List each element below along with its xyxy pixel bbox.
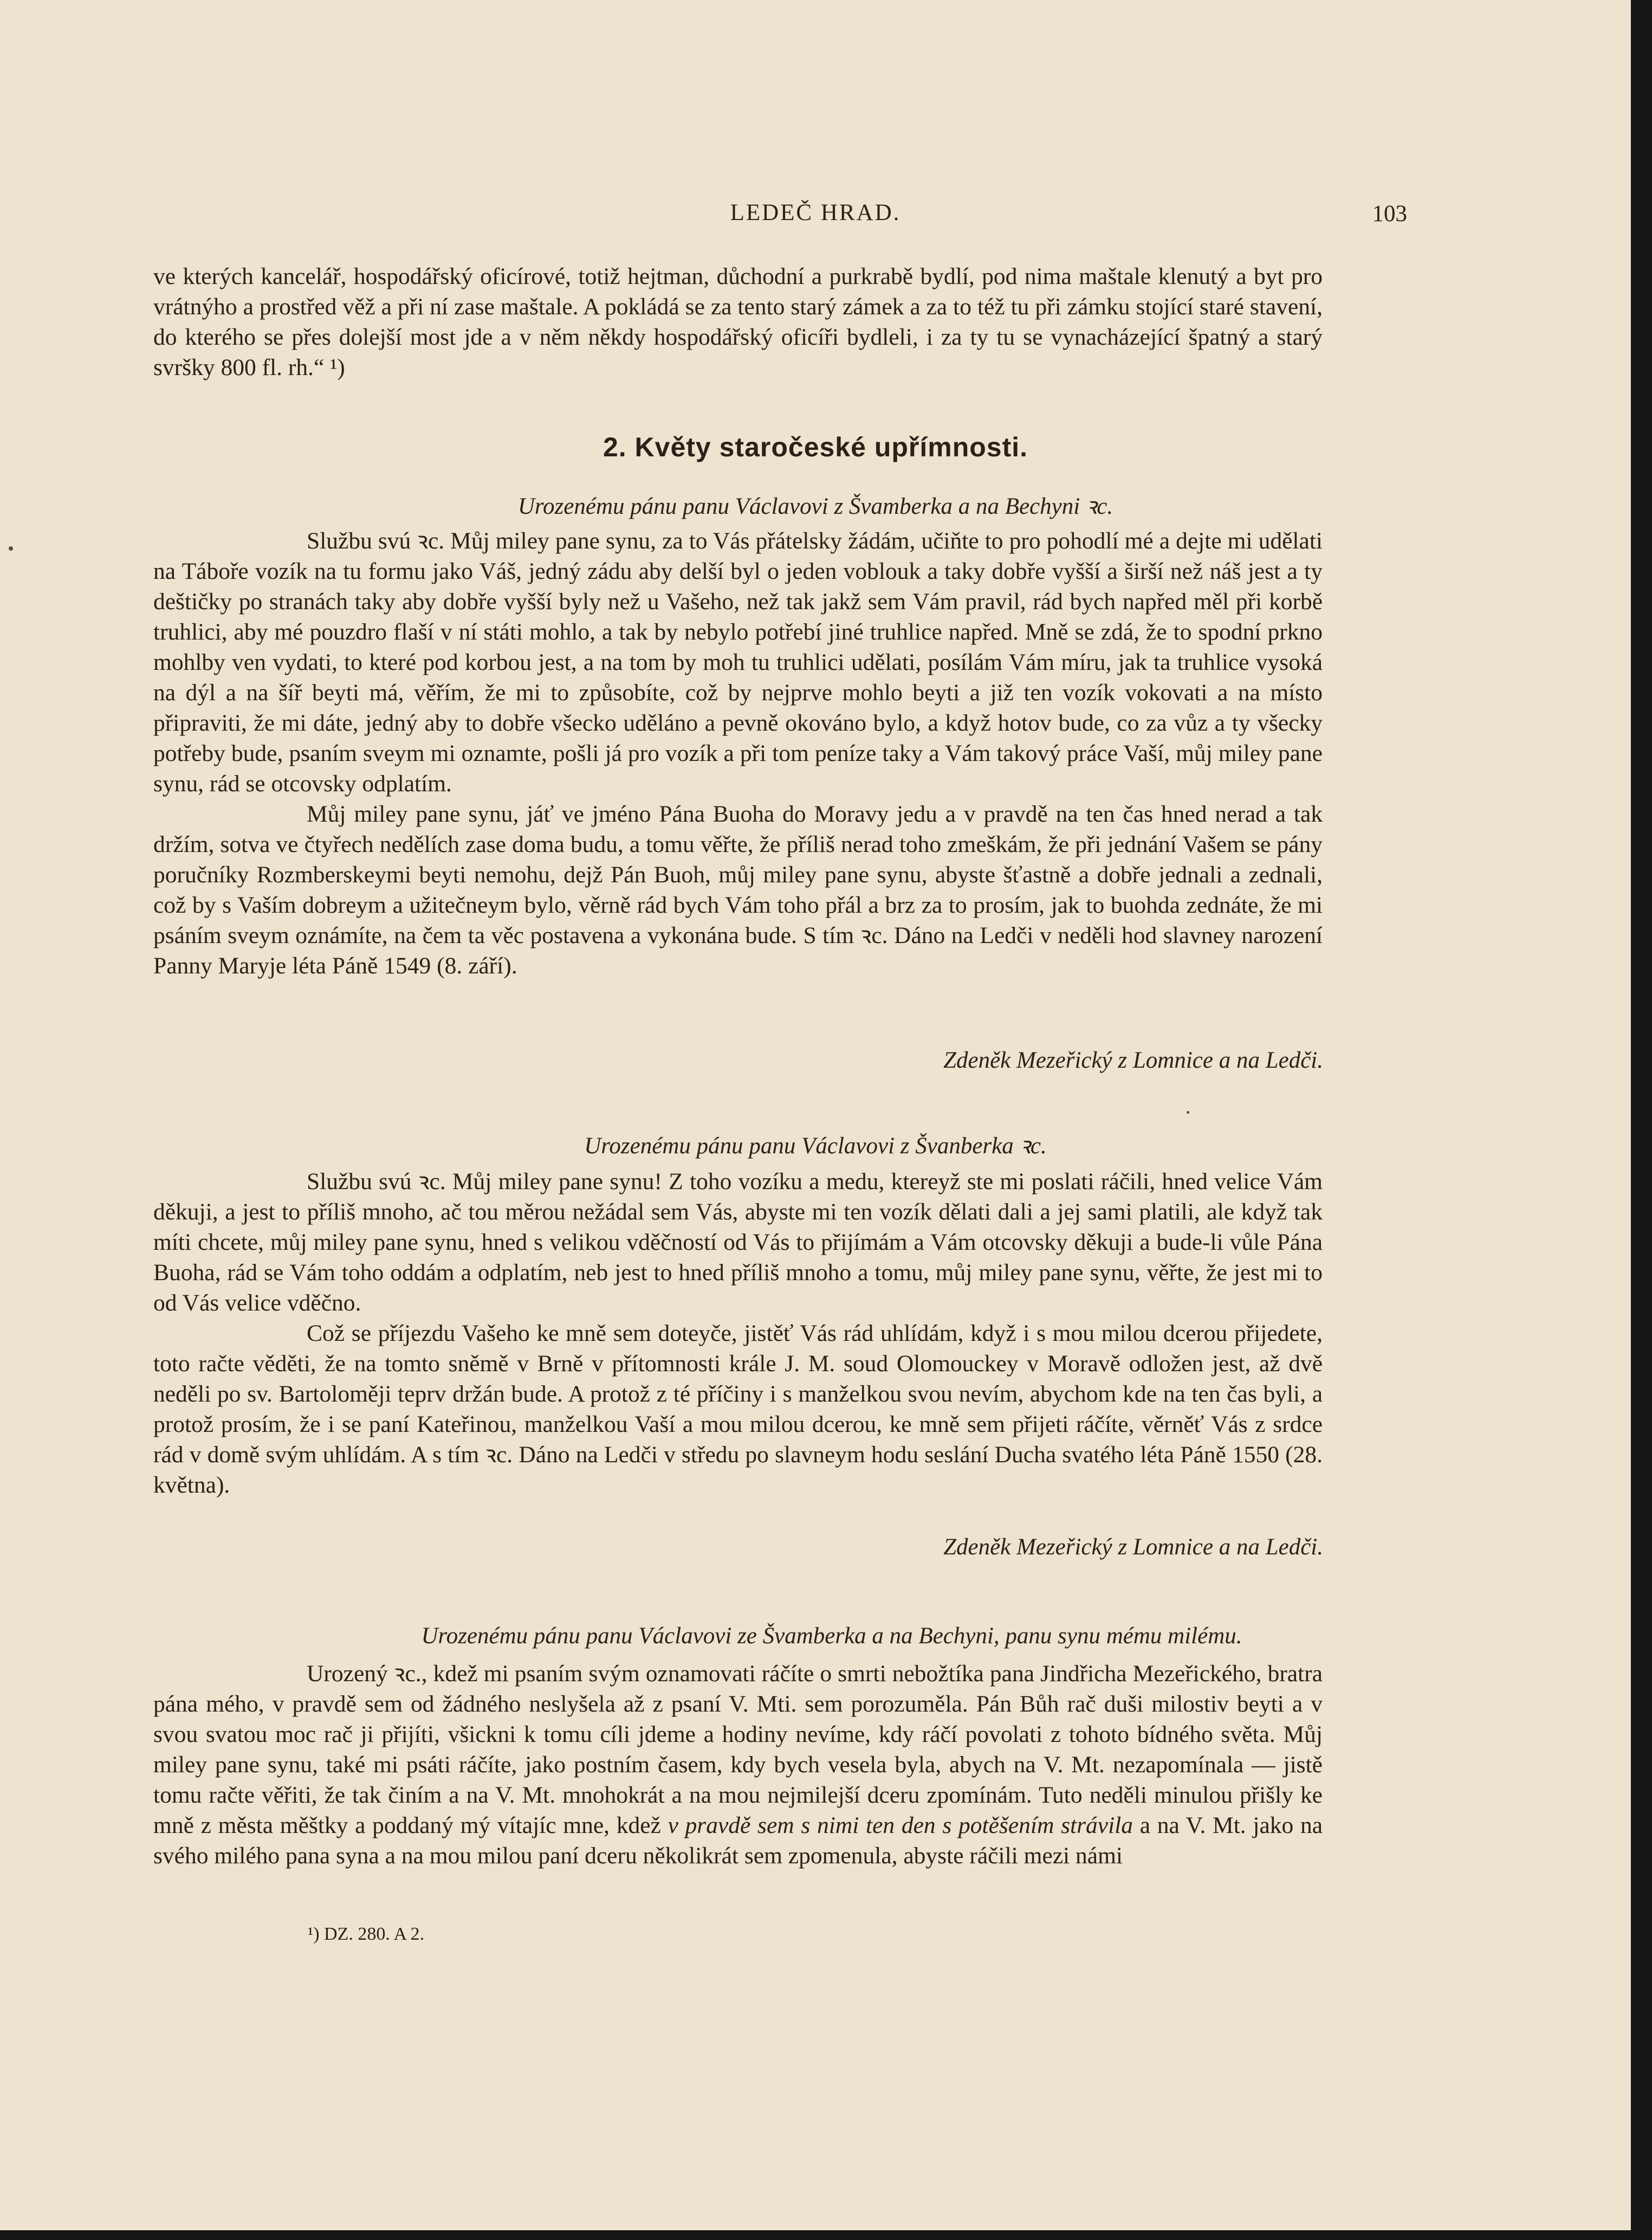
page-header [0, 195, 1631, 233]
letter-3-address: Urozenému pánu panu Václavovi ze Švamberka a na Bechyni, panu synu mému milému. [421, 1623, 1242, 1649]
section-title: 2. Květy staročeské upřímnosti. [603, 432, 1028, 462]
margin-mark [9, 546, 13, 551]
letter-1-paragraph-2: Můj miley pane synu, jáť ve jméno Pána Buoha do Moravy jedu a v pravdě na ten čas hned nerad a tak držím, sotva ve čtyřech nedělích zase doma budu, a tomu věřte, že příliš nerad toho zmeškám, že při jednání Vašem se pány poručníky Rozmberskeymi beyti nemohu, dejž Pán Buoh, můj miley pane synu, abyste šťastně a dobře jednali a zednali, což by s Vaším dobreym a užitečneym bylo, věrně rád bych Vám toho přál a brz za to prosím, jak to buohda zednáte, že mi psáním sveym oznámíte, na čem ta věc postavena a vykonána bude. S tím ꝛc. Dáno na Ledči v neděli hod slavney narození Panny Maryje léta Páně 1549 (8. září). [153, 801, 1323, 979]
letter-1-signature: Zdeněk Mezeřický z Lomnice a na Ledči. [943, 1048, 1323, 1073]
letter-3-text-after: a na V. Mt. jako na svého milého pana syna a na mou milou paní dceru několikrát sem zpomenula, abyste ráčili mezi námi [153, 1812, 1323, 1869]
letter-3-body [153, 1658, 1323, 1871]
footnote: ¹) DZ. 280. A 2. [308, 1924, 425, 1944]
letter-3-text-before: Urozený ꝛc., kdež mi psaním svým oznamovati ráčíte o smrti nebožtíka pana Jindřicha Mezeřického, bratra pána mého, v pravdě sem od žádného neslyšela až z psaní V. Mti. sem porozuměla. Pán Bůh rač duši milostiv beyti a v svou svatou moc rač ji přijíti, všickni k tomu cíli jdeme a hodiny nevíme, kdy ráčí povolati z tohoto bídného světa. Můj miley pane synu, také mi psáti ráčíte, jako postním časem, kdy bych vesela byla, abych na V. Mt. nezapomínala — jistě tomu račte věřiti, že tak činím a na V. Mt. mnohokrát a na mou nejmilejší dceru zpomínám. Tuto neděli minulou přišly ke mně z města měštky a poddaný mý vítajíc mne, kdež [153, 1661, 1323, 1838]
letter-1-body [153, 526, 1323, 981]
letter-1-paragraph-1: Službu svú ꝛc. Můj miley pane synu, za to Vás přátelsky žádám, učiňte to pro pohodlí mé a dejte mi udělati na Táboře vozík na tu formu jako Váš, jedný zádu aby delší byl o jeden voblouk a taky dobře vyšší a širší než náš jest a ty deštičky po stranách taky aby dobře vyšší byly než u Vašeho, než tak jakž sem Vám pravil, rád bych napřed měl při korbě truhlici, aby mé pouzdro flaší v ní státi mohlo, a tak by nebylo potřebí jiné truhlice napřed. Mně se zdá, že to spodní prkno mohlby ven vydati, to které pod korbou jest, a na tom by moh tu truhlici udělati, posílám Vám míru, jak ta truhlice vysoká na dýl a na šíř beyti má, věřím, že mi to způsobíte, což by nejprve mohlo beyti a již ten vozík vokovati a na místo připraviti, že mi dáte, jedný aby to dobře všecko uděláno a pevně okováno bylo, a když hotov bude, co za vůz a ty všecky potřeby bude, psaním sveym mi oznamte, pošli já pro vozík a při tom peníze taky a Vám takový práce Vaší, můj miley pane synu, rád se otcovsky odplatím. [153, 528, 1323, 797]
letter-1-address: Urozenému pánu panu Václavovi z Švamberka a na Bechyni ꝛc. [517, 494, 1113, 519]
intro-paragraph [153, 261, 1323, 383]
letter-3-text-italic: v pravdě sem s nimi ten den s potěšením strávila [668, 1812, 1133, 1838]
letter-2-paragraph-2: Což se příjezdu Vašeho ke mně sem doteyče, jistěť Vás rád uhlídám, když i s mou milou dcerou přijedete, toto račte věděti, že na tomto sněmě v Brně v přítomnosti krále J. M. soud Olomouckey v Moravě odložen jest, až dvě neděli po sv. Bartoloměji teprv držán bude. A protož z té příčiny i s manželkou svou nevím, abychom kde na ten čas byli, a protož prosím, že i se paní Kateřinou, manželkou Vaší a mou milou dcerou, ke mně sem přijeti ráčíte, věrněť Vás z srdce rád v domě svým uhlídám. A s tím ꝛc. Dáno na Ledči v středu po slavneym hodu seslání Ducha svatého léta Páně 1550 (28. května). [153, 1320, 1323, 1498]
letter-2-paragraph-1: Službu svú ꝛc. Můj miley pane synu! Z toho vozíku a medu, kterеyž ste mi poslati ráčili, hned velice Vám děkuji, a jest to příliš mnoho, ač tou měrou nežádal sem Vás, abyste mi ten vozík dělati dali a jej sami platili, ale když tak míti chcete, můj miley pane synu, hned s velikou vděčností od Vás to přijímám a Vám otcovsky děkuji a bude-li vůle Pána Buoha, rád se Vám toho oddám a odplatím, neb jest to hned příliš mnoho a tomu, můj miley pane synu, věřte, že jest mi to od Vás velice vděčno. [153, 1169, 1323, 1316]
letter-2-address: Urozenému pánu panu Václavovi z Švanberka ꝛc. [584, 1133, 1047, 1159]
running-head: LEDEČ HRAD. [730, 200, 901, 225]
letter-3-paragraph [153, 1658, 1323, 1871]
page-number: 103 [1372, 201, 1407, 227]
letter-2-body [153, 1166, 1323, 1500]
letter-2-signature: Zdeněk Mezeřický z Lomnice a na Ledči. [943, 1534, 1323, 1560]
intro-text: ve kterých kancelář, hospodářský oficírové, totiž hejtman, důchodní a purkrabě bydlí, pod nima maštale klenutý a byt pro vrátnýho a prostřed věž a při ní zase maštale. A pokládá se za tento starý zámek a za to též tu při zámku stojící staré stavení, do kterého se přes dolejší most jde a v něm někdy hospodářský oficíři bydleli, i za ty tu se vynacházející špatný a starý svršky 800 fl. rh.“ ¹) [153, 263, 1323, 380]
margin-dot [1187, 1111, 1189, 1114]
